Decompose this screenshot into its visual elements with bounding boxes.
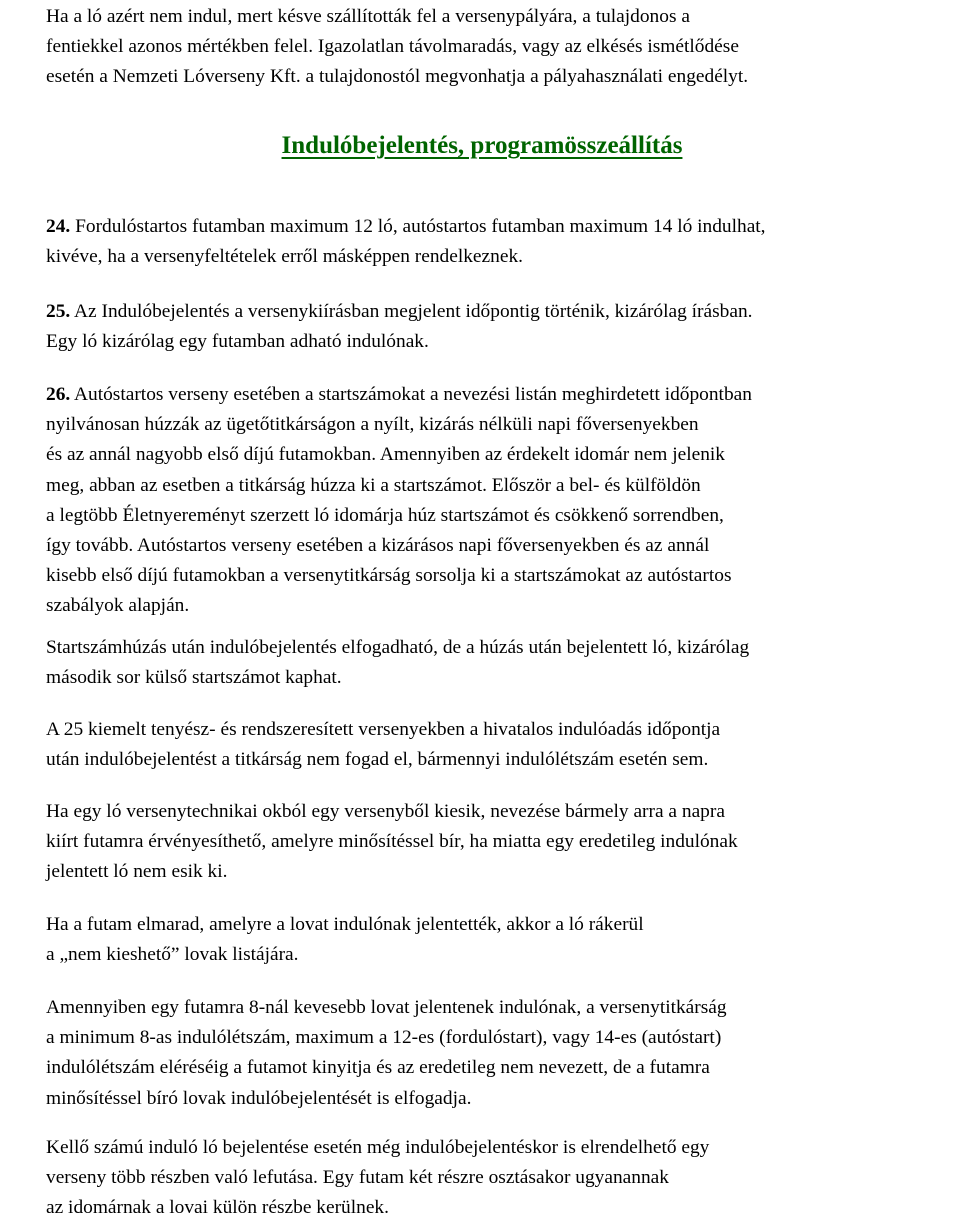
text-line: után indulóbejelentést a titkárság nem fogad el, bármennyi indulólétszám esetén sem. (46, 749, 709, 771)
text-line: jelentett ló nem esik ki. (46, 861, 228, 883)
text-line (46, 380, 952, 410)
text-line: verseny több részben való lefutása. Egy futam két részre osztásakor ugyanannak (46, 1167, 669, 1189)
text-line: a „nem kieshető” lovak listájára. (46, 944, 299, 966)
text-line: Ha egy ló versenytechnikai okból egy versenyből kiesik, nevezése bármely arra a napra (46, 801, 725, 822)
paragraph-cancelled-race (46, 910, 946, 970)
paragraph-minimum-field (46, 993, 946, 1114)
text-line: Egy ló kizárólag egy futamban adható indulónak. (46, 331, 429, 353)
text-line: Amennyiben egy futamra 8-nál kevesebb lovat jelentenek indulónak, a versenytitkárság (46, 997, 727, 1018)
text-line: Kellő számú induló ló bejelentése esetén még indulóbejelentéskor is elrendelhető egy (46, 1137, 710, 1158)
text-line: fentiekkel azonos mértékben felel. Igazolatlan távolmaradás, vagy az elkésés ismétlődése (46, 36, 739, 58)
rule-text: Autóstartos verseny esetében a startszámokat a nevezési listán meghirdetett időpontban (70, 384, 752, 405)
text-line: szabályok alapján. (46, 595, 190, 617)
text-line: Startszámhúzás után indulóbejelentés elfogadható, de a húzás után bejelentett ló, kizárólag (46, 637, 750, 658)
rule-text: Fordulóstartos futamban maximum 12 ló, autóstartos futamban maximum 14 ló indulhat, (70, 216, 766, 237)
text-line: a legtöbb Életnyereményt szerzett ló idomárja húz startszámot és csökkenő sorrendben, (46, 504, 724, 526)
text-line: A 25 kiemelt tenyész- és rendszeresített versenyekben a hivatalos indulóadás időpontja (46, 719, 721, 740)
text-line: Ha a futam elmarad, amelyre a lovat indulónak jelentették, akkor a ló rákerül (46, 914, 644, 935)
rule-26-paragraph (46, 380, 952, 622)
rule-25-paragraph (46, 297, 946, 357)
text-line: kivéve, ha a versenyfeltételek erről másképpen rendelkeznek. (46, 246, 523, 268)
text-line (46, 212, 946, 242)
text-line: kisebb első díjú futamokban a versenytitkárság sorsolja ki a startszámokat az autóstartos (46, 565, 732, 587)
paragraph-featured-races (46, 715, 946, 775)
intro-paragraph (46, 2, 946, 93)
text-line: indulólétszám eléréséig a futamot kinyitja és az eredetileg nem nevezett, de a futamra (46, 1057, 710, 1079)
section-heading: Indulóbejelentés, programösszeállítás (281, 132, 683, 159)
text-line: kiírt futamra érvényesíthető, amelyre minősítéssel bír, ha miatta egy eredetileg indulónak (46, 831, 738, 853)
text-line: az idomárnak a lovai külön részbe kerülnek. (46, 1197, 389, 1219)
rule-text: Az Indulóbejelentés a versenykiírásban megjelent időpontig történik, kizárólag írásban. (70, 301, 753, 322)
text-line (46, 297, 946, 327)
text-line: második sor külső startszámot kaphat. (46, 667, 342, 689)
text-line: Ha a ló azért nem indul, mert késve szállították fel a versenypályára, a tulajdonos a (46, 6, 690, 27)
rule-number: 24. (46, 216, 71, 237)
text-line: nyilvánosan húzzák az ügetőtitkárságon a nyílt, kizárás nélküli napi főversenyekben (46, 414, 699, 436)
rule-number: 26. (46, 384, 71, 405)
rule-24-paragraph (46, 212, 946, 272)
paragraph-start-number-draw (46, 633, 956, 693)
text-line: minősítéssel bíró lovak indulóbejelentését is elfogadja. (46, 1087, 472, 1109)
text-line: esetén a Nemzeti Lóverseny Kft. a tulajdonostól megvonhatja a pályahasználati engedélyt. (46, 66, 749, 88)
text-line: meg, abban az esetben a titkárság húzza ki a startszámot. Először a bel- és külföldön (46, 474, 701, 496)
rule-number: 25. (46, 301, 71, 322)
text-line: így tovább. Autóstartos verseny esetében a kizárásos napi főversenyekben és az annál (46, 535, 710, 557)
text-line: és az annál nagyobb első díjú futamokban. Amennyiben az érdekelt idomár nem jelenik (46, 444, 725, 466)
text-line: a minimum 8-as indulólétszám, maximum a 12-es (fordulóstart), vagy 14-es (autóstart) (46, 1027, 722, 1049)
paragraph-split-race (46, 1133, 946, 1224)
paragraph-technical-withdrawal (46, 797, 946, 888)
